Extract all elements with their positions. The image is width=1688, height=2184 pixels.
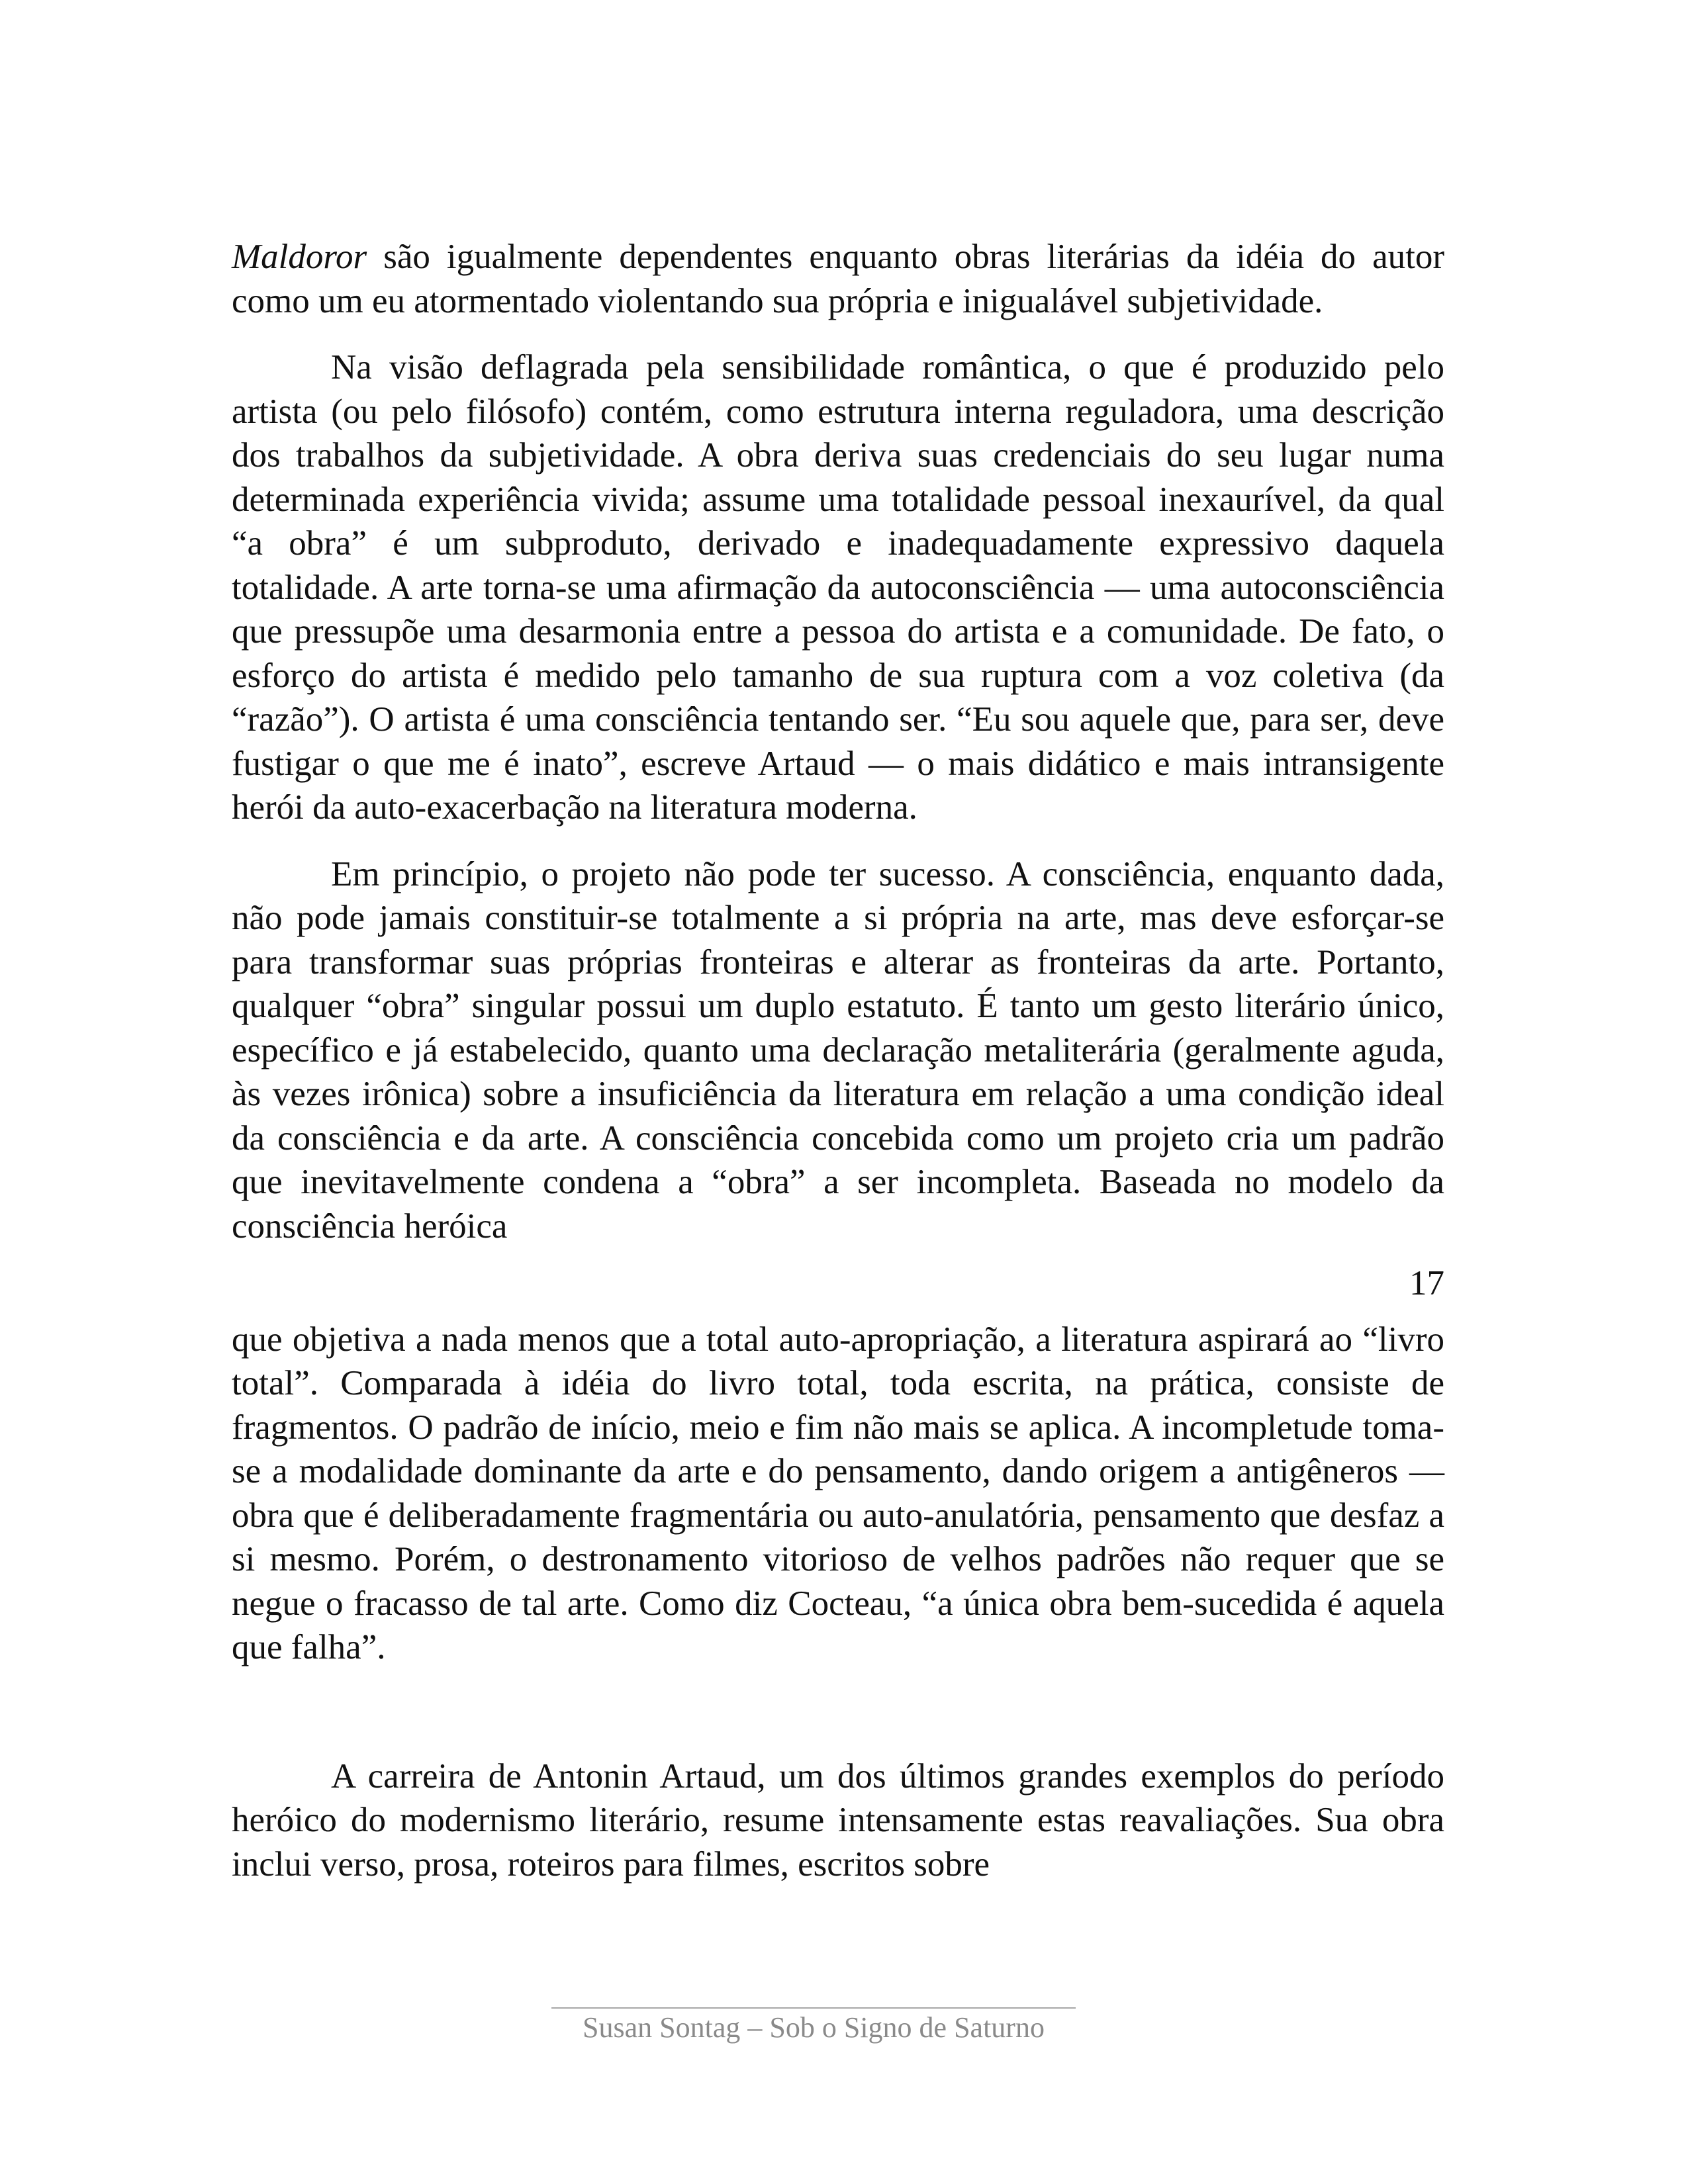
paragraph-3: Em princípio, o projeto não pode ter sucesso. A consciência, enquanto dada, não pode jamais constituir-se totalmente a si própria na arte, mas deve esforçar-se para transformar suas próprias fronteiras e alterar as fronteiras da arte. Portanto, qualquer “obra” singular possui um duplo estatuto. É tanto um gesto literário único, específico e já estabelecido, quanto uma declaração metaliterária (geralmente aguda, às vezes irônica) sobre a insuficiência da literatura em relação a uma condição ideal da consciência e da arte. A consciência concebida como um projeto cria um padrão que inevitavelmente condena a “obra” a ser incompleta. Baseada no modelo da consciência heróica <box>232 854 1444 1246</box>
paragraph-1 <box>232 235 1444 323</box>
paragraph-5: A carreira de Antonin Artaud, um dos últimos grandes exemplos do período heróico do modernismo literário, resume intensamente estas reavaliações. Sua obra inclui verso, prosa, roteiros para filmes, escritos sobre <box>232 1756 1444 1884</box>
footer-running-title: Susan Sontag – Sob o Signo de Saturno <box>583 2011 1045 2044</box>
page-body <box>232 235 1444 1886</box>
book-title-maldoror: Maldoror <box>232 238 367 276</box>
paragraph-2: Na visão deflagrada pela sensibilidade romântica, o que é produzido pelo artista (ou pelo filósofo) contém, como estrutura interna reguladora, uma descrição dos trabalhos da subjetividade. A obra deriva suas credenciais do seu lugar numa determinada experiência vivida; assume uma totalidade pessoal inexaurível, da qual “a obra” é um subproduto, derivado e inadequadamente expressivo daquela totalidade. A arte torna-se uma afirmação da autoconsciência — uma autoconsciência que pressupõe uma desarmonia entre a pessoa do artista e a comunidade. De fato, o esforço do artista é medido pelo tamanho de sua ruptura com a voz coletiva (da “razão”). O artista é uma consciência tentando ser. “Eu sou aquele que, para ser, deve fustigar o que me é inato”, escreve Artaud — o mais didático e mais intransigente herói da auto-exacerbação na literatura moderna. <box>232 348 1444 827</box>
footer-divider <box>551 2007 1076 2009</box>
paragraph-4: que objetiva a nada menos que a total auto-apropriação, a literatura aspirará ao “livro total”. Comparada à idéia do livro total, toda escrita, na prática, consiste de fragmentos. O padrão de início, meio e fim não mais se aplica. A incompletude toma-se a modalidade dominante da arte e do pensamento, dando origem a antigêneros — obra que é deliberadamente fragmentária ou auto-anulatória, pensamento que desfaz a si mesmo. Porém, o destronamento vitorioso de velhos padrões não requer que se negue o fracasso de tal arte. Como diz Cocteau, “a única obra bem-sucedida é aquela que falha”. <box>232 1320 1444 1666</box>
paragraph-1-text: são igualmente dependentes enquanto obras literárias da idéia do autor como um eu atormentado violentando sua própria e inigualável subjetividade. <box>232 238 1444 320</box>
page-number: 17 <box>1409 1264 1444 1302</box>
